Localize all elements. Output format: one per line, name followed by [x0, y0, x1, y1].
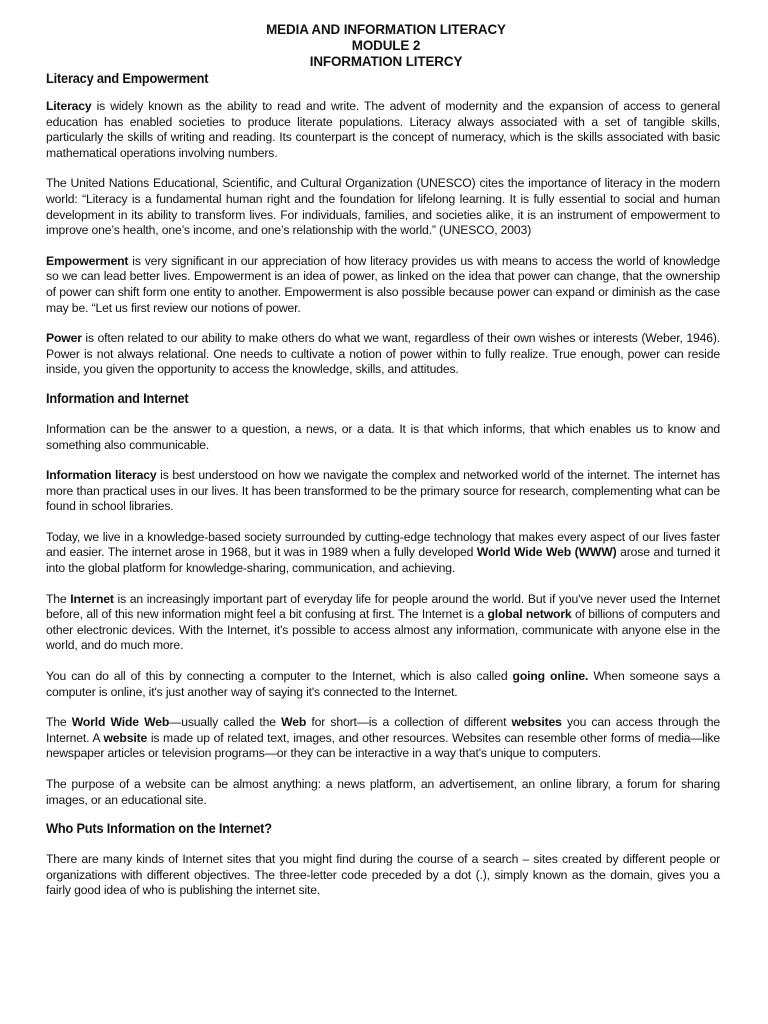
module-number: MODULE 2: [351, 38, 421, 53]
paragraph-power: Power is often related to our ability to make others do what we want, regardless of their own wishes or interests (Weber, 1946). Power is not always relational. One needs to cultivate a notion of power within to fully realize. True enough, power can reside inside, you given the opportunity to access the knowledge, skills, and attitudes.: [46, 331, 720, 377]
term-www: World Wide Web (WWW): [476, 545, 617, 560]
paragraph-empowerment: Empowerment is very significant in our appreciation of how literacy provides us with means to access the world of knowledge so we can lead better lives. Empowerment is an idea of power, as linked on the idea that power can change, that the ownership of power can shift form one entity to another. Empowerment is also possible because power can expand or diminish as the case may be. “Let us first review our notions of power.: [46, 253, 720, 315]
paragraph-domains: There are many kinds of Internet sites that you might find during the course of a search – sites created by different people or organizations with different objectives. The three-letter code preceded by a dot (.), simply known as the domain, gives you a fairly good idea of who is publishing the internet site.: [46, 852, 720, 898]
paragraph-internet: The Internet is an increasingly important part of everyday life for people around the world. But if you've never used the Internet before, all of this new information might feel a bit confusing at first. The Internet is a global network of billions of computers and other electronic devices. With the Internet, it's possible to access almost any information, communicate with anyone else in the world, and do much more.: [46, 591, 720, 653]
term-information-literacy: Information literacy: [46, 468, 157, 483]
paragraph-unesco: The United Nations Educational, Scientific, and Cultural Organization (UNESCO) cites the importance of literacy in the modern world: “Literacy is a fundamental human right and the foundation for lifelong learning. It is fully essential to social and human development in its ability to transform lives. For individuals, families, and societies alike, it is an instrument of empowerment to improve one’s health, one’s income, and one’s relationship with the world.” (UNESCO, 2003): [46, 176, 720, 238]
course-title: MEDIA AND INFORMATION LITERACY: [266, 22, 506, 37]
paragraph-going-online: You can do all of this by connecting a computer to the Internet, which is also called going online. When someone says a computer is online, it's just another way of saying it's connected to the Internet.: [46, 669, 720, 699]
paragraph-website-purpose: The purpose of a website can be almost anything: a news platform, an advertisement, an online library, a forum for sharing images, or an educational site.: [46, 777, 720, 807]
term-websites: websites: [511, 715, 562, 730]
term-global-network: global network: [487, 607, 572, 622]
paragraph-literacy: Literacy is widely known as the ability to read and write. The advent of modernity and the expansion of access to general education has enabled societies to produce literate populations. Literacy always associated with a set of tangible skills, particularly the skills of writing and reading. Its counterpart is the concept of numeracy, which is the skills associated with basic mathematical operations involving numbers.: [46, 99, 720, 160]
term-going-online: going online.: [512, 669, 589, 684]
paragraph-world-wide-web: The World Wide Web—usually called the Web for short—is a collection of different websites you can access through the Internet. A website is made up of related text, images, and other resources. Websites can resemble other forms of media—like newspaper articles or television programs—or they can be interactive in a way that's unique to computers.: [46, 715, 721, 761]
term-power: Power: [46, 331, 82, 346]
term-literacy: Literacy: [46, 99, 92, 113]
term-website: website: [103, 730, 148, 745]
section-heading-literacy-empowerment: Literacy and Empowerment: [46, 71, 209, 86]
section-heading-who-puts-information: Who Puts Information on the Internet?: [46, 821, 272, 837]
paragraph-information-literacy: Information literacy is best understood on how we navigate the complex and networked world of the internet. The internet has more than practical uses in our lives. It has been transformed to be the primary source for research, complementing what can be found in school libraries.: [46, 468, 720, 514]
term-internet: Internet: [70, 591, 114, 606]
section-heading-information-internet: Information and Internet: [46, 390, 189, 406]
paragraph-knowledge-society: Today, we live in a knowledge-based society surrounded by cutting-edge technology that makes every aspect of our lives faster and easier. The internet arose in 1968, but it was in 1989 when a fully developed World Wide Web (WWW) arose and turned it into the global platform for knowledge-sharing, communication, and achieving.: [46, 529, 720, 576]
paragraph-information: Information can be the answer to a question, a news, or a data. It is that which informs, that which enables us to know and something also communicable.: [46, 421, 720, 452]
module-title: INFORMATION LITERCY: [309, 54, 463, 69]
term-empowerment: Empowerment: [46, 253, 129, 268]
document-header: [52, 22, 720, 70]
term-world-wide-web: World Wide Web: [71, 715, 170, 730]
term-web: Web: [281, 715, 307, 730]
